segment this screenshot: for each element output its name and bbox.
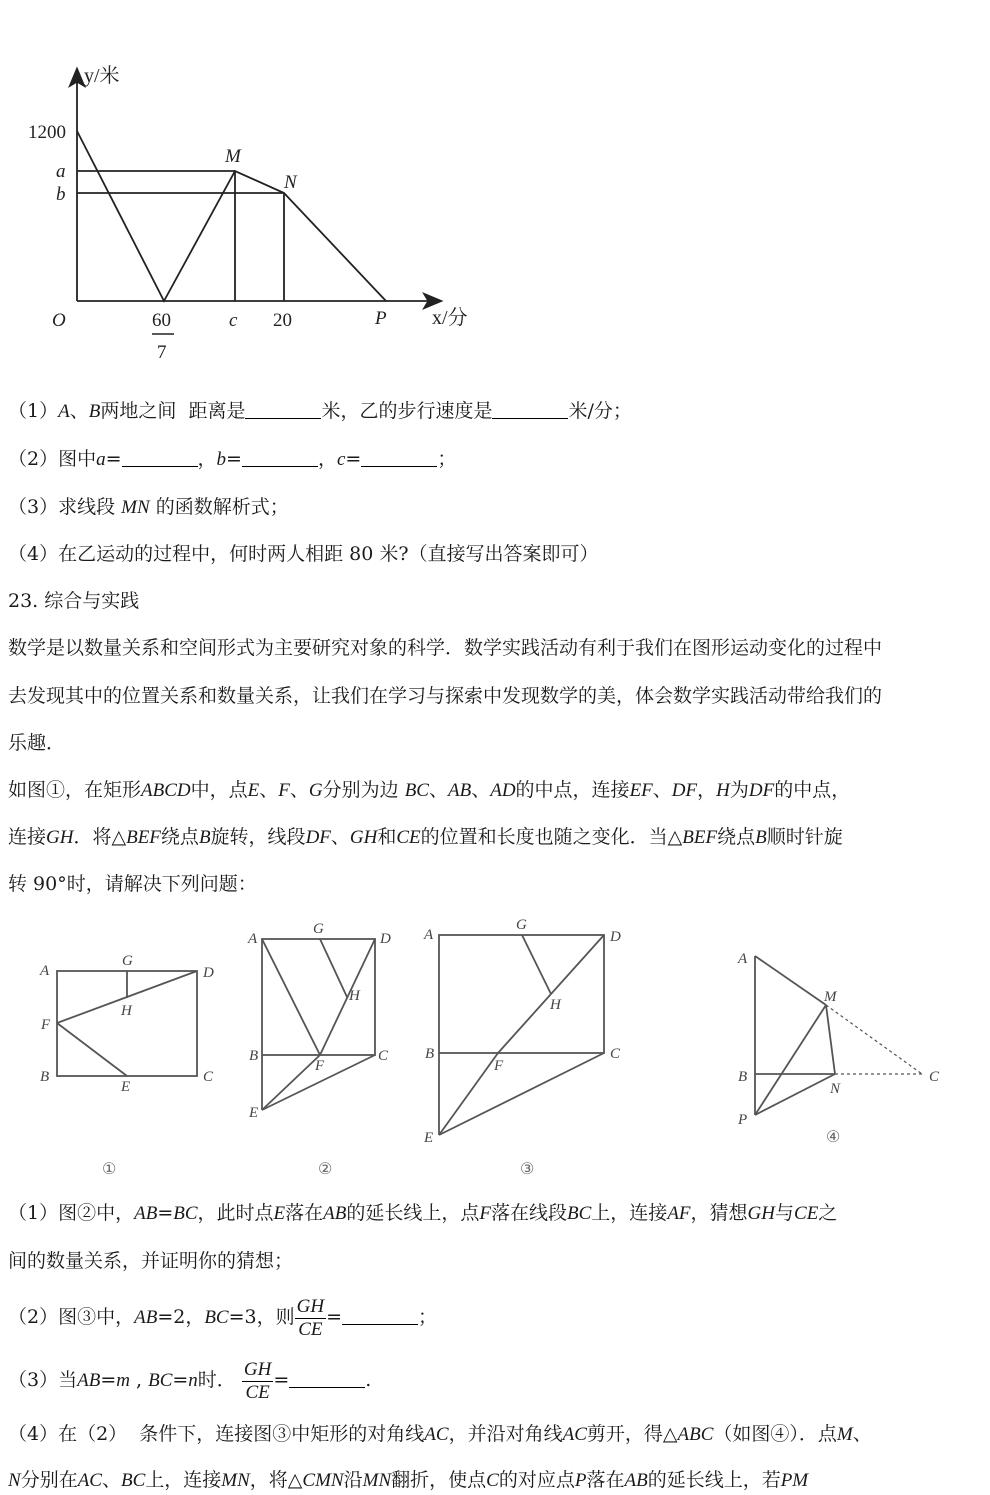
fig3-label: B bbox=[425, 1046, 435, 1062]
fig2-caption: ② bbox=[318, 1161, 333, 1178]
q23-part4-line2: N分别在AC、BC上，连接MN，将△CMN沿MN翻折，使点C的对应点P落在AB的延长线上，若PM bbox=[8, 1469, 809, 1491]
fig3-label: G bbox=[516, 917, 527, 933]
fig4-am bbox=[755, 956, 826, 1005]
fig1-label: H bbox=[121, 1003, 132, 1019]
y-axis-label: y/米 bbox=[84, 65, 120, 87]
x-tick-7: 7 bbox=[157, 342, 167, 363]
fig3-label: C bbox=[610, 1046, 621, 1062]
q23-part1-line1: （1）图②中，AB=BC，此时点E落在AB的延长线上，点F落在线段BC上，连接AF，猜想GH与CE之 bbox=[8, 1202, 838, 1224]
fig3-caption: ③ bbox=[520, 1161, 535, 1178]
fig1-caption: ① bbox=[102, 1161, 117, 1178]
fig3-label: E bbox=[424, 1130, 434, 1146]
fig3-label: D bbox=[610, 929, 621, 945]
fig2-label: H bbox=[349, 988, 360, 1004]
fraction-gh-over-ce: $\frac{GH}{CE}$ bbox=[296, 1295, 325, 1340]
fig2-ef bbox=[262, 1055, 320, 1110]
fig1-label: D bbox=[203, 965, 214, 981]
fig1-label: F bbox=[41, 1017, 51, 1033]
q22-part2: （2）图中a= ，b= ，c= ； bbox=[8, 448, 457, 470]
answer-blank[interactable] bbox=[245, 400, 321, 419]
fig4-caption: ④ bbox=[826, 1129, 841, 1146]
q23-desc-line2: 连接GH．将△BEF绕点B旋转，线段DF、GH和CE的位置和长度也随之变化．当△BEF绕点B顺时针旋 bbox=[8, 826, 843, 848]
x-tick-p: P bbox=[375, 308, 387, 329]
answer-blank[interactable] bbox=[289, 1369, 365, 1388]
fraction-gh-over-ce: $\frac{GH}{CE}$ bbox=[243, 1358, 272, 1403]
fig4-label: A bbox=[738, 951, 748, 967]
fig3-label: A bbox=[424, 927, 434, 943]
x-axis-label: x/分 bbox=[432, 307, 468, 329]
answer-blank[interactable] bbox=[342, 1306, 418, 1325]
q23-desc-line1: 如图①，在矩形ABCD中，点E、F、G分别为边 BC、AB、AD的中点，连接EF、DF，H为DF的中点， bbox=[8, 779, 851, 801]
q22-part3: （3）求线段 MN 的函数解析式； bbox=[8, 496, 289, 518]
q23-part2: （2）图③中，AB=2，BC=3，则 $\frac{GH}{CE}$ = ； bbox=[8, 1295, 438, 1340]
q22-part4: （4）在乙运动的过程中，何时两人相距 80 米?（直接写出答案即可） bbox=[8, 543, 599, 565]
fig2-label: F bbox=[315, 1058, 325, 1074]
fig1-label: B bbox=[40, 1069, 50, 1085]
fig3-label: F bbox=[494, 1058, 504, 1074]
fig4-label: B bbox=[738, 1069, 748, 1085]
fig2-label: D bbox=[380, 931, 391, 947]
answer-blank[interactable] bbox=[242, 448, 318, 467]
point-n-label: N bbox=[284, 172, 297, 193]
fig4-mp bbox=[755, 1005, 826, 1115]
fig4-label: N bbox=[830, 1081, 841, 1097]
point-m-label: M bbox=[225, 146, 241, 167]
y-tick-b: b bbox=[56, 184, 66, 205]
fig4-label: P bbox=[738, 1112, 748, 1128]
q23-part4-line1: （4）在（2） 条件下，连接图③中矩形的对角线AC，并沿对角线AC剪开，得△ABC（如图④）．点M、 bbox=[8, 1423, 872, 1445]
fig2-gh bbox=[320, 939, 347, 997]
fig4-np bbox=[755, 1074, 835, 1115]
geometry-figures bbox=[0, 910, 990, 1185]
answer-blank[interactable] bbox=[492, 400, 568, 419]
x-tick-c: c bbox=[229, 310, 238, 331]
fig3-label: H bbox=[550, 997, 561, 1013]
fig2-label: E bbox=[249, 1105, 259, 1121]
fig2-af bbox=[262, 939, 320, 1055]
fig2-label: A bbox=[248, 931, 258, 947]
q23-desc-line3: 转 90°时，请解决下列问题： bbox=[8, 873, 257, 895]
fig1-label: A bbox=[40, 963, 50, 979]
fig4-mn bbox=[826, 1005, 835, 1074]
fig4-mc-dashed bbox=[826, 1005, 922, 1074]
q23-intro-line1: 数学是以数量关系和空间形式为主要研究对象的科学．数学实践活动有利于我们在图形运动变化的过程中 bbox=[8, 637, 883, 659]
origin-label: O bbox=[52, 310, 66, 331]
answer-blank[interactable] bbox=[361, 448, 437, 467]
fig3-ec bbox=[439, 1053, 604, 1135]
fig3-rectangle bbox=[439, 935, 604, 1053]
fig4-label: M bbox=[824, 989, 837, 1005]
q23-intro-line3: 乐趣． bbox=[8, 732, 66, 754]
fig1-label: E bbox=[121, 1079, 131, 1095]
fig3-gh bbox=[522, 935, 551, 994]
fig2-label: C bbox=[378, 1048, 389, 1064]
fig2-label: B bbox=[249, 1048, 259, 1064]
q23-intro-line2: 去发现其中的位置关系和数量关系，让我们在学习与探索中发现数学的美，体会数学实践活动带给我们的 bbox=[8, 685, 883, 707]
answer-blank[interactable] bbox=[122, 448, 198, 467]
q23-part1-line2: 间的数量关系，并证明你的猜想； bbox=[8, 1250, 294, 1272]
fig1-label: C bbox=[203, 1069, 214, 1085]
fig4-label: C bbox=[929, 1069, 940, 1085]
fig1-fe bbox=[57, 1023, 127, 1076]
fig3-ef bbox=[439, 1053, 498, 1135]
x-tick-60: 60 bbox=[152, 310, 171, 331]
q23-part3: （3）当AB=m , BC=n时． $\frac{GH}{CE}$ = . bbox=[8, 1358, 372, 1403]
y-tick-1200: 1200 bbox=[28, 122, 66, 143]
q22-part1: （1）A、B两地之间 距离是 米，乙的步行速度是 米/分； bbox=[8, 400, 632, 422]
x-tick-20: 20 bbox=[273, 310, 292, 331]
distance-time-graph bbox=[20, 60, 490, 370]
y-tick-a: a bbox=[56, 161, 66, 182]
fig2-label: G bbox=[313, 921, 324, 937]
q23-title: 23. 综合与实践 bbox=[8, 590, 140, 612]
fig1-label: G bbox=[122, 953, 133, 969]
